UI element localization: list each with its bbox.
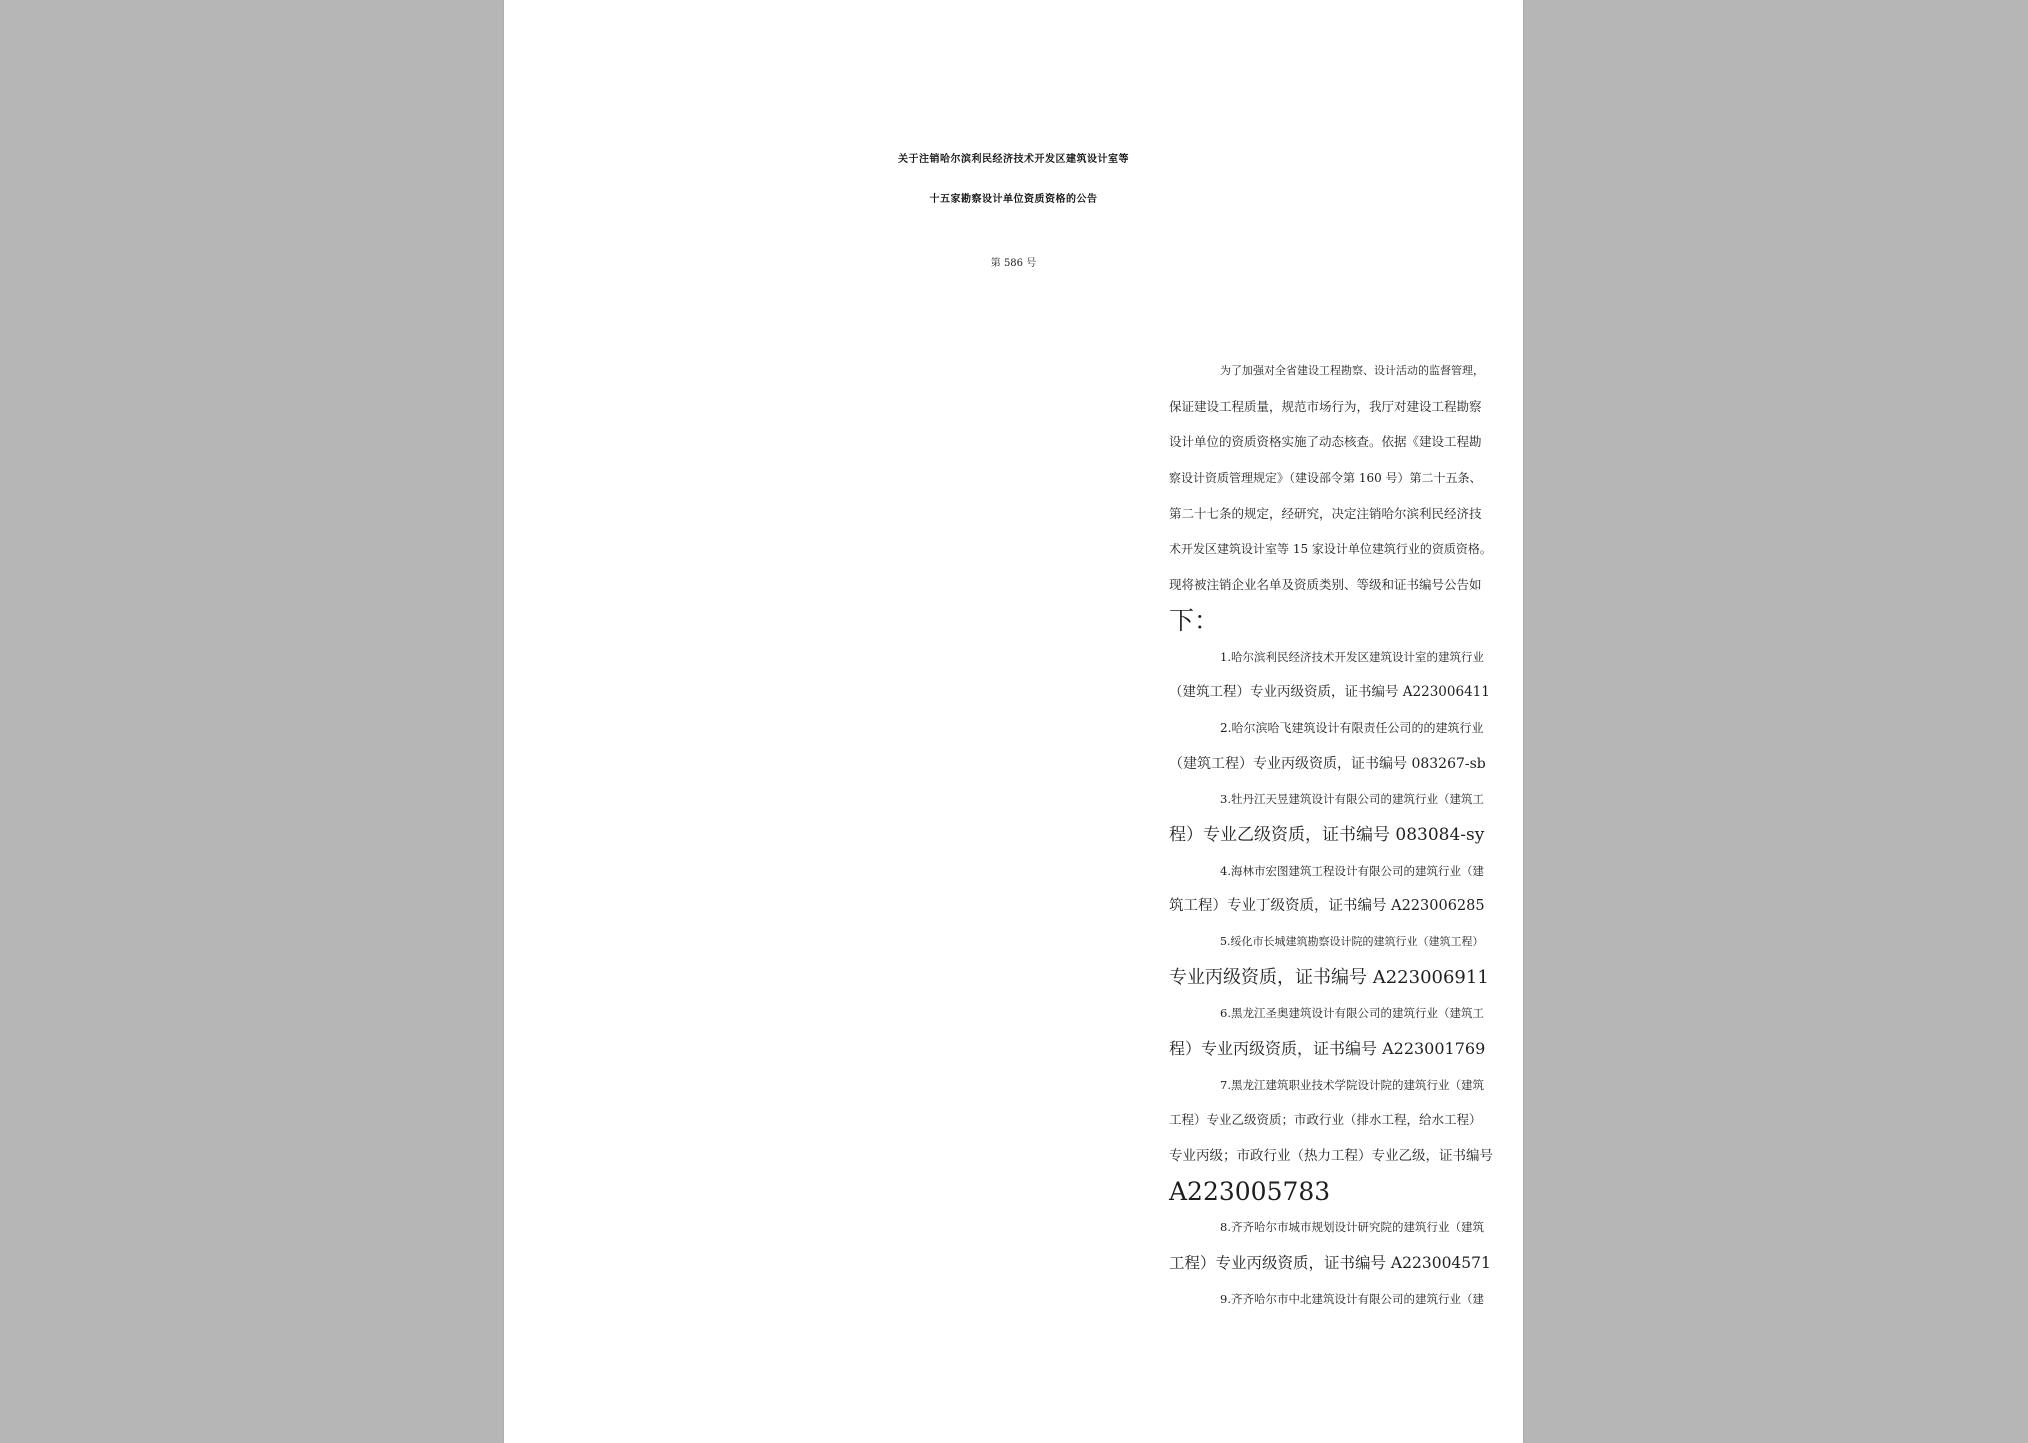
list-item-line: 8.齐齐哈尔市城市规划设计研究院的建筑行业（建筑: [1220, 1220, 1484, 1234]
body-line: 保证建设工程质量，规范市场行为，我厅对建设工程勘察: [1169, 399, 1482, 414]
body-line: 现将被注销企业名单及资质类别、等级和证书编号公告如: [1169, 577, 1482, 592]
body-line: 术开发区建筑设计室等 15 家设计单位建筑行业的资质资格。: [1169, 542, 1492, 556]
list-item-line: 专业丙级；市政行业（热力工程）专业乙级，证书编号: [1169, 1148, 1493, 1164]
list-item-line: 7.黑龙江建筑职业技术学院设计院的建筑行业（建筑: [1220, 1078, 1484, 1092]
list-item-line: 4.海林市宏图建筑工程设计有限公司的建筑行业（建: [1220, 864, 1484, 878]
list-item-line: 程）专业丙级资质，证书编号 A223001769: [1169, 1039, 1486, 1058]
list-item-line: 1.哈尔滨利民经济技术开发区建筑设计室的建筑行业: [1220, 650, 1484, 664]
list-item-line: 2.哈尔滨哈飞建筑设计有限责任公司的的建筑行业: [1220, 721, 1484, 735]
document-number: 第 586 号: [990, 258, 1037, 269]
body-line: 第二十七条的规定，经研究，决定注销哈尔滨利民经济技: [1169, 506, 1482, 521]
document-title-line-2: 十五家勘察设计单位资质资格的公告: [929, 194, 1098, 205]
list-item-line: （建筑工程）专业丙级资质，证书编号 083267-sb: [1169, 756, 1486, 772]
list-item-line: A223005783: [1169, 1177, 1331, 1206]
list-item-line: 5.绥化市长城建筑勘察设计院的建筑行业（建筑工程）: [1220, 935, 1484, 948]
list-item-line: （建筑工程）专业丙级资质，证书编号 A223006411: [1169, 684, 1490, 700]
body-line: 为了加强对全省建设工程勘察、设计活动的监督管理，: [1220, 364, 1484, 377]
body-line: 下：: [1169, 606, 1220, 635]
list-item-line: 6.黑龙江圣奥建筑设计有限公司的建筑行业（建筑工: [1220, 1006, 1484, 1020]
list-item-line: 程）专业乙级资质，证书编号 083084-sy: [1169, 825, 1485, 845]
body-line: 设计单位的资质资格实施了动态核查。依据《建设工程勘: [1169, 434, 1482, 449]
document-title-line-1: 关于注销哈尔滨利民经济技术开发区建筑设计室等: [898, 154, 1129, 165]
list-item-line: 工程）专业乙级资质；市政行业（排水工程，给水工程）: [1169, 1112, 1482, 1127]
list-item-line: 筑工程）专业丁级资质，证书编号 A223006285: [1169, 898, 1485, 914]
document-page: [504, 0, 1523, 1443]
list-item-line: 3.牡丹江天昱建筑设计有限公司的建筑行业（建筑工: [1220, 792, 1484, 806]
body-line: 察设计资质管理规定》（建设部令第 160 号）第二十五条、: [1169, 471, 1482, 485]
list-item-line: 9.齐齐哈尔市中北建筑设计有限公司的建筑行业（建: [1220, 1292, 1484, 1306]
list-item-line: 工程）专业丙级资质，证书编号 A223004571: [1169, 1254, 1491, 1272]
list-item-line: 专业丙级资质，证书编号 A223006911: [1169, 967, 1489, 988]
